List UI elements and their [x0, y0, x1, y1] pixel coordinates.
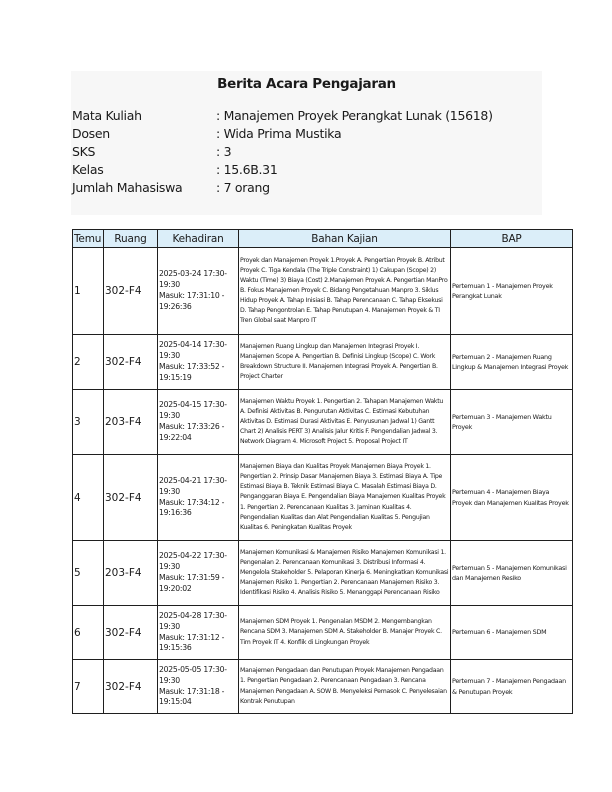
meta-dosen [72, 126, 342, 141]
meta-value: : 15.6B.31 [216, 162, 278, 177]
cell-bap: Pertemuan 6 - Manajemen SDM [451, 606, 573, 660]
cell-ruang: 302-F4 [104, 335, 158, 390]
col-header-bahan-kajian: Bahan Kajian [239, 230, 451, 248]
jadwal-text: 2025-04-28 17:30-19:30 [159, 610, 227, 631]
jadwal-text: 2025-03-24 17:30-19:30 [159, 269, 227, 290]
meta-value: : Manajemen Proyek Perangkat Lunak (15618) [216, 108, 493, 123]
jadwal-text: 2025-04-22 17:30-19:30 [159, 551, 227, 572]
meta-kelas [72, 162, 278, 177]
cell-ruang: 302-F4 [104, 606, 158, 660]
cell-bap: Pertemuan 4 - Manajemen Biaya Proyek dan Manajemen Kualitas Proyek [451, 455, 573, 541]
cell-bap: Pertemuan 3 - Manajemen Waktu Proyek [451, 390, 573, 455]
cell-bap: Pertemuan 1 - Manajemen Proyek Perangkat Lunak [451, 248, 573, 335]
cell-temu: 2 [73, 335, 104, 390]
cell-bap: Pertemuan 2 - Manajemen Ruang Lingkup & Manajemen Integrasi Proyek [451, 335, 573, 390]
cell-kehadiran [158, 541, 239, 606]
cell-temu: 4 [73, 455, 104, 541]
jadwal-text: 2025-05-05 17:30-19:30 [159, 664, 227, 685]
page-title: Berita Acara Pengajaran [217, 76, 396, 92]
cell-bahan-kajian: Manajemen Ruang Lingkup dan Manajemen Integrasi Proyek I. Manajemen Scope A. Pengertian B. Definisi Lingkup (Scope) C. Work Breakdown Structure II. Manajemen Integrasi Proyek A. Pengertian B. Project Charter [239, 335, 451, 390]
jadwal-text: 2025-04-15 17:30-19:30 [159, 400, 227, 421]
table-row [73, 390, 573, 455]
meta-mata-kuliah [72, 108, 493, 123]
masuk-text: Masuk: 17:31:18 - 19:15:04 [159, 686, 225, 707]
meta-value: : 3 [216, 144, 232, 159]
jadwal-text: 2025-04-21 17:30-19:30 [159, 475, 227, 496]
masuk-text: Masuk: 17:33:52 - 19:15:19 [159, 362, 225, 382]
meta-sks [72, 144, 232, 159]
header-box [71, 71, 542, 215]
cell-kehadiran [158, 606, 239, 660]
cell-ruang: 203-F4 [104, 541, 158, 606]
meta-label: Jumlah Mahasiswa [72, 180, 183, 195]
table-row [73, 541, 573, 606]
cell-temu: 6 [73, 606, 104, 660]
masuk-text: Masuk: 17:33:26 - 19:22:04 [159, 422, 225, 442]
table-row [73, 248, 573, 335]
table-header-row [73, 230, 573, 248]
cell-kehadiran [158, 660, 239, 714]
cell-temu: 1 [73, 248, 104, 335]
masuk-text: Masuk: 17:34:12 - 19:16:36 [159, 497, 225, 518]
cell-kehadiran [158, 335, 239, 390]
cell-bahan-kajian: Manajemen Komunikasi & Manajemen Risiko Manajemen Komunikasi 1. Pengenalan 2. Perencanaan Komunikasi 3. Distribusi Informasi 4. Mengelola Stakeholder 5. Pelaporan Kinerja 6. Meningkatkan Komunikasi Manajemen Risiko 1. Pengertian 2. Perencanaan Manajemen Risiko 3. Identifikasi Risiko 4. Analisis Risiko 5. Menanggapi Perencanaan Risiko [239, 541, 451, 606]
table-row [73, 660, 573, 714]
cell-ruang: 302-F4 [104, 248, 158, 335]
cell-temu: 7 [73, 660, 104, 714]
meta-value: : Wida Prima Mustika [216, 126, 342, 141]
cell-bahan-kajian: Manajemen Pengadaan dan Penutupan Proyek Manajemen Pengadaan 1. Pengertian Pengadaan 2. Perencanaan Pengadaan 3. Rencana Manajemen Pengadaan A. SOW B. Menyeleksi Pemasok C. Penyelesaian Kontrak Penutupan [239, 660, 451, 714]
meta-label: Mata Kuliah [72, 108, 142, 123]
cell-kehadiran [158, 455, 239, 541]
jadwal-text: 2025-04-14 17:30-19:30 [159, 340, 227, 361]
col-header-ruang: Ruang [104, 230, 158, 248]
cell-bahan-kajian: Manajemen Waktu Proyek 1. Pengertian 2. Tahapan Manajemen Waktu A. Definisi Aktivitas B. Pengurutan Aktivitas C. Estimasi Kebutuhan Aktivitas D. Estimasi Durasi Aktivitas E. Penyusunan Jadwal 1) Gantt Chart 2) Analisis PERT 3) Analisis Jalur Kritis F. Pengendalian Jadwal 3. Network Diagram 4. Microsoft Project 5. Proposal Project IT [239, 390, 451, 455]
cell-ruang: 302-F4 [104, 455, 158, 541]
masuk-text: Masuk: 17:31:10 - 19:26:36 [159, 291, 225, 311]
meta-jumlah-mahasiswa [72, 180, 270, 195]
col-header-bap: BAP [451, 230, 573, 248]
meta-label: SKS [72, 144, 96, 159]
cell-kehadiran [158, 390, 239, 455]
table-row [73, 606, 573, 660]
bap-table [72, 229, 573, 714]
table-row [73, 335, 573, 390]
meta-label: Kelas [72, 162, 104, 177]
cell-temu: 3 [73, 390, 104, 455]
cell-ruang: 302-F4 [104, 660, 158, 714]
meta-value: : 7 orang [216, 180, 270, 195]
meta-label: Dosen [72, 126, 110, 141]
cell-bahan-kajian: Proyek dan Manajemen Proyek 1.Proyek A. Pengertian Proyek B. Atribut Proyek C. Tiga Kendala (The Triple Constraint) 1) Cakupan (Scope) 2) Waktu (Time) 3) Biaya (Cost) 2.Manajemen Proyek A. Pengertian ManPro B. Fokus Manajemen Proyek C. Bidang Pengetahuan Manpro 3. Siklus Hidup Proyek A. Tahap Inisiasi B. Tahap Perencanaan C. Tahap Eksekusi D. Tahap Pengontrolan E. Tahap Penutupan 4. Manajemen Proyek & TI Tren Global saat Manpro IT [239, 248, 451, 335]
col-header-temu: Temu [73, 230, 104, 248]
cell-bap: Pertemuan 5 - Manajemen Komunikasi dan Manajemen Resiko [451, 541, 573, 606]
col-header-kehadiran: Kehadiran [158, 230, 239, 248]
cell-bahan-kajian: Manajemen SDM Proyek 1. Pengenalan MSDM 2. Mengembangkan Rencana SDM 3. Manajemen SDM A. Stakeholder B. Manajer Proyek C. Tim Proyek IT 4. Konflik di Lingkungan Proyek [239, 606, 451, 660]
masuk-text: Masuk: 17:31:59 - 19:20:02 [159, 573, 225, 593]
masuk-text: Masuk: 17:31:12 - 19:15:36 [159, 632, 225, 653]
cell-temu: 5 [73, 541, 104, 606]
cell-bap: Pertemuan 7 - Manajemen Pengadaan & Penutupan Proyek [451, 660, 573, 714]
cell-ruang: 203-F4 [104, 390, 158, 455]
cell-kehadiran [158, 248, 239, 335]
table-row [73, 455, 573, 541]
cell-bahan-kajian: Manajemen Biaya dan Kualitas Proyek Manajemen Biaya Proyek 1. Pengertian 2. Prinsip Dasar Manajemen Biaya 3. Estimasi Biaya A. Tipe Estimasi Biaya B. Teknik Estimasi Biaya C. Masalah Estimasi Biaya D. Penganggaran Biaya E. Pengendalian Biaya Manajemen Kualitas Proyek 1. Pengertian 2. Perencanaan Kualitas 3. Jaminan Kualitas 4. Pengendalian Kualitas dan Alat Pengendalian Kualitas 5. Pengujian Kualitas 6. Peningkatan Kualitas Proyek [239, 455, 451, 541]
